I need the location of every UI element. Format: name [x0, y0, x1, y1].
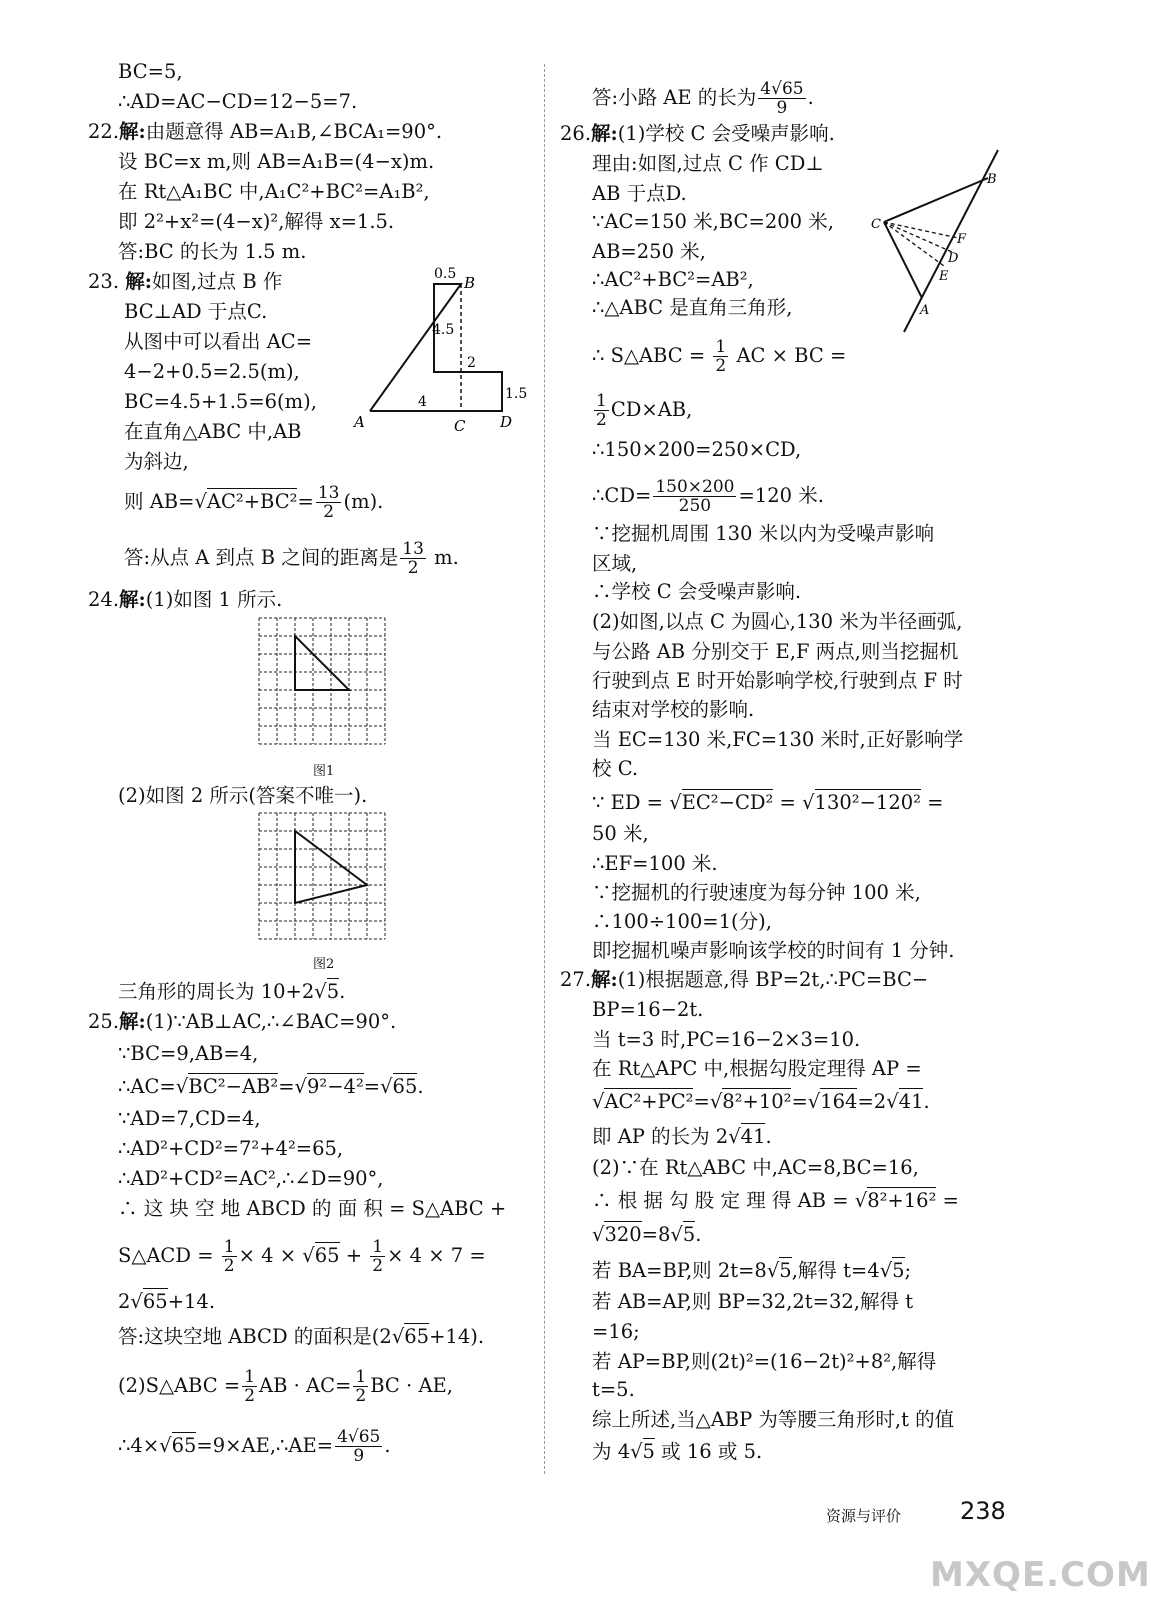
text-line: 当 t=3 时,PC=16−2×3=10.	[592, 1028, 861, 1051]
text-line: 2√ 65+14.	[118, 1290, 215, 1314]
text-line: √ AC²+PC²=√ 8²+10²=√ 164=2√ 41.	[592, 1090, 930, 1114]
text-line: ∴100÷100=1(分),	[592, 910, 772, 933]
text-line: (2)如图,以点 C 为圆心,130 米为半径画弧,	[592, 610, 963, 633]
text-line: 行驶到点 E 时开始影响学校,行驶到点 F 时	[592, 669, 963, 692]
text-line: ∴CD= $\frac{150\times 200}{250}$ =120 米.	[592, 477, 824, 516]
label-2: 2	[467, 355, 476, 371]
text-line: 从图中可以看出 AC=	[124, 330, 313, 353]
text-line: ∴ 根 据 勾 股 定 理 得 AB = √ 8²+16² =	[592, 1189, 959, 1213]
text-line: ∴AD²+CD²=7²+4²=65,	[118, 1137, 344, 1160]
text-line: 当 EC=130 米,FC=130 米时,正好影响学	[592, 728, 964, 751]
label-4: 4	[418, 394, 427, 410]
text-line: 即 AP 的长为 2√ 41.	[592, 1125, 772, 1149]
text-line: ∴△ABC 是直角三角形,	[592, 296, 793, 319]
text-line: 区域,	[592, 552, 638, 575]
text-line: ∵AC=150 米,BC=200 米,	[592, 210, 834, 233]
figure-26	[866, 148, 1006, 338]
text-line: ∴AD=AC−CD=12−5=7.	[118, 90, 358, 113]
text-line: 答:BC 的长为 1.5 m.	[118, 240, 307, 263]
label-4.5: 4.5	[432, 322, 455, 338]
text-line: ∴EF=100 米.	[592, 852, 718, 875]
label-A: A	[354, 413, 365, 431]
text-line: 理由:如图,过点 C 作 CD⊥	[592, 152, 824, 175]
text-line: 在 Rt△A₁BC 中,A₁C²+BC²=A₁B²,	[118, 180, 430, 203]
text-line: 在 Rt△APC 中,根据勾股定理得 AP =	[592, 1057, 922, 1080]
text-line: 即 2²+x²=(4−x)²,解得 x=1.5.	[118, 210, 395, 233]
text-line: 若 BA=BP,则 2t=8√ 5,解得 t=4√ 5;	[592, 1259, 911, 1283]
grid-figure-1	[259, 618, 385, 744]
text-line: ∴ S△ABC = $\frac{1}{2}$ AC × BC =	[592, 337, 847, 376]
label-C: C	[454, 417, 466, 435]
text-line: 与公路 AB 分别交于 E,F 两点,则当挖掘机	[592, 640, 959, 663]
text-line: ∴AC²+BC²=AB²,	[592, 268, 754, 291]
problem-23: 23. 解:如图,过点 B 作	[88, 270, 283, 293]
text-line: ∵AD=7,CD=4,	[118, 1107, 261, 1130]
caption-figure-2: 图2	[313, 957, 335, 972]
text-line: 答:小路 AE 的长为 $\frac{4√65}{9}$ .	[592, 79, 814, 118]
column-divider	[544, 64, 545, 1474]
label-B: B	[987, 172, 997, 187]
text-line: AB=250 米,	[592, 240, 706, 263]
text-line: 在直角△ABC 中,AB	[124, 420, 302, 443]
label-E: E	[939, 269, 949, 284]
text-line: 则 AB=√ AC²+BC²= $\frac{13}{2}$ (m).	[124, 484, 383, 521]
text-line: AB 于点D.	[592, 182, 687, 205]
text-line: 校 C.	[592, 757, 639, 780]
text-line: BC=5,	[118, 60, 183, 83]
text-line: ∴150×200=250×CD,	[592, 438, 802, 461]
text-line: ∵挖掘机周围 130 米以内为受噪声影响	[592, 522, 935, 545]
caption-figure-1: 图1	[313, 764, 335, 779]
text-line: (2)S△ABC = $\frac{1}{2}$ AB · AC= $\frac{1}{2}$ BC · AE,	[118, 1367, 453, 1406]
text-line: (2)如图 2 所示(答案不唯一).	[118, 784, 368, 807]
text-line: ∵挖掘机的行驶速度为每分钟 100 米,	[592, 881, 921, 904]
text-line: 50 米,	[592, 822, 649, 845]
text-line: ∴AC=√ BC²−AB²=√ 9²−4²=√ 65.	[118, 1075, 424, 1099]
text-line: √ 320=8√ 5.	[592, 1223, 701, 1247]
label-D: D	[500, 413, 513, 431]
text-line: 即挖掘机噪声影响该学校的时间有 1 分钟.	[592, 939, 955, 962]
label-0.5: 0.5	[434, 266, 457, 282]
problem-24: 24.解:(1)如图 1 所示.	[88, 588, 283, 611]
text-line: ∵BC=9,AB=4,	[118, 1042, 259, 1065]
text-line: 设 BC=x m,则 AB=A₁B=(4−x)m.	[118, 150, 435, 173]
text-line: 结束对学校的影响.	[592, 698, 755, 721]
label-C: C	[871, 217, 881, 232]
text-line: 4−2+0.5=2.5(m),	[124, 360, 300, 383]
text-line: t=5.	[592, 1378, 635, 1401]
text-line: (2)∵在 Rt△ABC 中,AC=8,BC=16,	[592, 1156, 919, 1179]
grid-figure-2	[259, 813, 385, 939]
text-line: 答:这块空地 ABCD 的面积是(2√ 65+14).	[118, 1325, 484, 1349]
text-line: =16;	[592, 1320, 640, 1343]
text-line: 为 4√ 5 或 16 或 5.	[592, 1440, 762, 1464]
figure-23	[350, 266, 530, 436]
problem-27: 27.解:(1)根据题意,得 BP=2t,∴PC=BC−	[560, 968, 929, 991]
text-line: ∴4×√ 65=9×AE,∴AE= $\frac{4√65}{9}$ .	[118, 1428, 391, 1465]
text-line: BP=16−2t.	[592, 998, 704, 1021]
text-line: ∴ 这 块 空 地 ABCD 的 面 积 = S△ABC +	[118, 1197, 507, 1220]
text-line: ∴学校 C 会受噪声影响.	[592, 580, 802, 603]
text-line: BC⊥AD 于点C.	[124, 300, 268, 323]
text-line: ∴AD²+CD²=AC²,∴∠D=90°,	[118, 1167, 384, 1190]
footer-label: 资源与评价	[826, 1507, 902, 1525]
label-B: B	[464, 274, 476, 292]
text-line: 若 AB=AP,则 BP=32,2t=32,解得 t	[592, 1290, 914, 1313]
problem-22: 22.解:由题意得 AB=A₁B,∠BCA₁=90°.	[88, 120, 443, 143]
problem-25: 25.解:(1)∵AB⊥AC,∴∠BAC=90°.	[88, 1010, 397, 1033]
label-1.5: 1.5	[505, 386, 528, 402]
text-line: 三角形的周长为 10+2√ 5.	[118, 980, 345, 1004]
problem-26: 26.解:(1)学校 C 会受噪声影响.	[560, 122, 835, 145]
text-line: 答:从点 A 到点 B 之间的距离是 $\frac{13}{2}$ m.	[124, 539, 459, 578]
text-line: ∵ ED = √ EC²−CD² = √ 130²−120² =	[592, 791, 944, 815]
label-F: F	[957, 232, 967, 247]
text-line: 为斜边,	[124, 450, 189, 473]
text-line: 若 AP=BP,则(2t)²=(16−2t)²+8²,解得	[592, 1350, 937, 1373]
page-number: 238	[960, 1497, 1006, 1525]
text-line: BC=4.5+1.5=6(m),	[124, 390, 317, 413]
text-line: S△ACD = $\frac{1}{2}$ × 4 × √ 65 + $\frac{1}{2}$ × 4 × 7 =	[118, 1238, 486, 1275]
watermark: MXQE.COM	[930, 1555, 1151, 1595]
text-line: $\frac{1}{2}$ CD×AB,	[596, 391, 693, 430]
label-A: A	[920, 303, 930, 318]
label-D: D	[948, 251, 959, 266]
text-line: 综上所述,当△ABP 为等腰三角形时,t 的值	[592, 1408, 955, 1431]
